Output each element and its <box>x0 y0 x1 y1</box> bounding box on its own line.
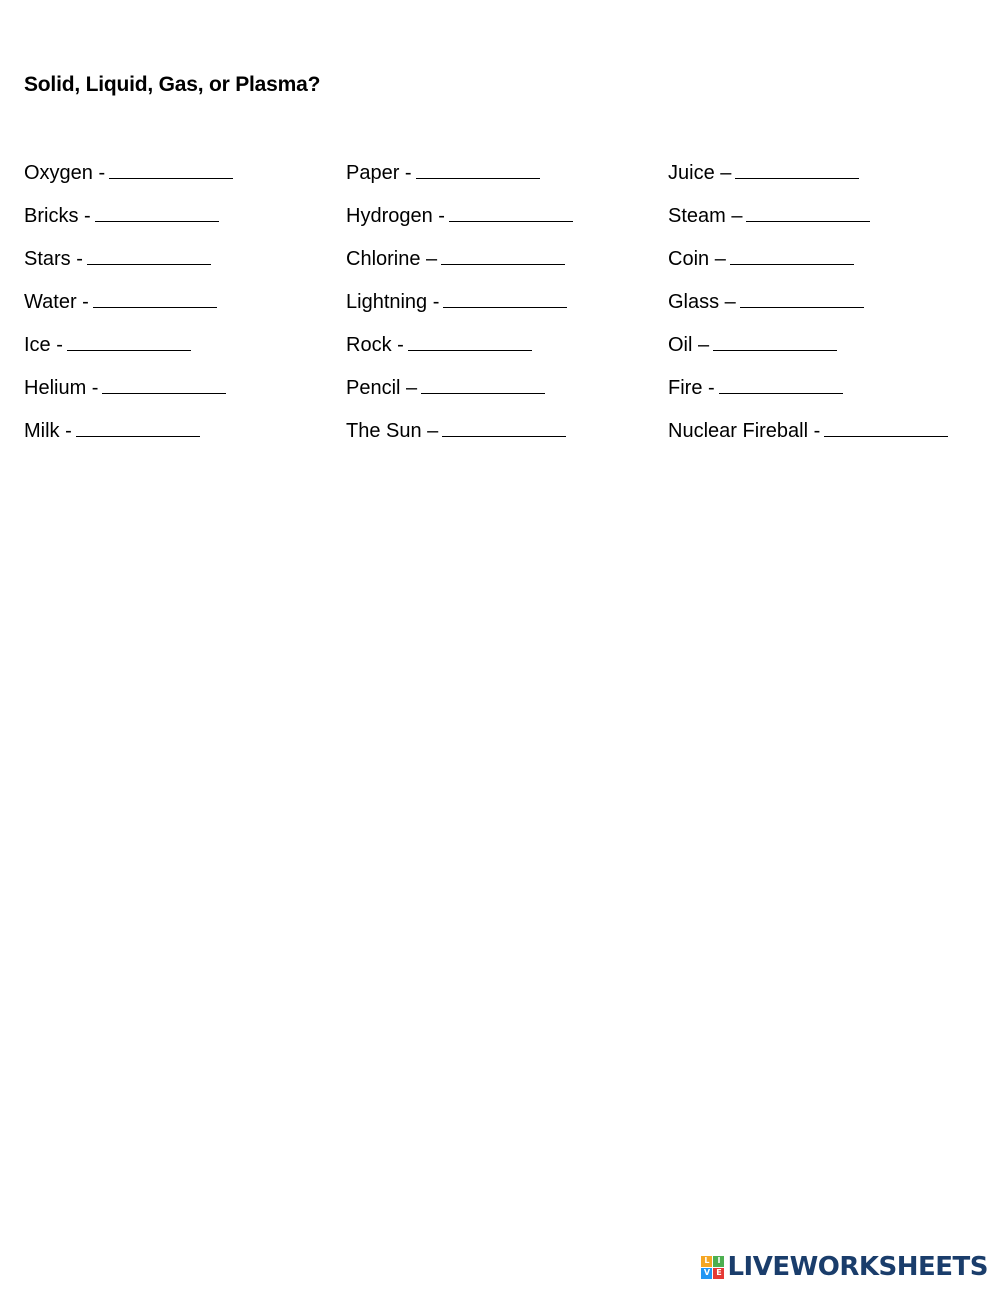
list-item <box>346 332 573 375</box>
logo-text: LIVEWORKSHEETS <box>727 1252 988 1282</box>
answer-blank[interactable] <box>719 375 843 394</box>
logo-mark-icon <box>701 1256 724 1279</box>
list-item <box>24 203 233 246</box>
answer-blank[interactable] <box>441 246 565 265</box>
answer-blank[interactable] <box>442 418 566 437</box>
list-item <box>346 375 573 418</box>
answer-blank[interactable] <box>109 160 233 179</box>
item-label: Nuclear Fireball - <box>668 420 821 442</box>
logo-mark-letter: V <box>701 1268 712 1279</box>
list-item <box>668 332 948 375</box>
answer-blank[interactable] <box>746 203 870 222</box>
list-item <box>346 246 573 289</box>
answer-blank[interactable] <box>102 375 226 394</box>
item-label: Oil – <box>668 334 710 356</box>
item-label: Helium - <box>24 377 99 399</box>
item-label: Milk - <box>24 420 72 442</box>
item-label: The Sun – <box>346 420 439 442</box>
column-2 <box>346 160 573 461</box>
item-label: Oxygen - <box>24 162 106 184</box>
column-1 <box>24 160 233 461</box>
list-item <box>668 160 948 203</box>
list-item <box>346 203 573 246</box>
answer-blank[interactable] <box>449 203 573 222</box>
answer-blank[interactable] <box>735 160 859 179</box>
item-label: Steam – <box>668 205 743 227</box>
answer-blank[interactable] <box>421 375 545 394</box>
list-item <box>24 289 233 332</box>
list-item <box>24 160 233 203</box>
item-label: Chlorine – <box>346 248 438 270</box>
item-label: Lightning - <box>346 291 440 313</box>
answer-blank[interactable] <box>408 332 532 351</box>
item-label: Hydrogen - <box>346 205 445 227</box>
answer-blank[interactable] <box>416 160 540 179</box>
item-label: Ice - <box>24 334 63 356</box>
answer-blank[interactable] <box>443 289 567 308</box>
item-label: Stars - <box>24 248 83 270</box>
list-item <box>24 418 233 461</box>
list-item <box>24 332 233 375</box>
list-item <box>668 289 948 332</box>
list-item <box>668 203 948 246</box>
item-label: Rock - <box>346 334 404 356</box>
item-label: Paper - <box>346 162 412 184</box>
worksheet-title: Solid, Liquid, Gas, or Plasma? <box>24 73 321 96</box>
answer-blank[interactable] <box>824 418 948 437</box>
list-item <box>668 246 948 289</box>
item-label: Water - <box>24 291 89 313</box>
answer-blank[interactable] <box>93 289 217 308</box>
list-item <box>668 418 948 461</box>
liveworksheets-logo[interactable] <box>701 1252 988 1282</box>
answer-blank[interactable] <box>87 246 211 265</box>
item-label: Bricks - <box>24 205 91 227</box>
column-3 <box>668 160 948 461</box>
logo-mark-letter: E <box>713 1268 724 1279</box>
answer-blank[interactable] <box>713 332 837 351</box>
list-item <box>24 246 233 289</box>
list-item <box>346 289 573 332</box>
item-label: Glass – <box>668 291 736 313</box>
list-item <box>668 375 948 418</box>
answer-blank[interactable] <box>67 332 191 351</box>
list-item <box>346 418 573 461</box>
item-label: Juice – <box>668 162 732 184</box>
item-label: Fire - <box>668 377 715 399</box>
item-label: Coin – <box>668 248 726 270</box>
list-item <box>24 375 233 418</box>
item-label: Pencil – <box>346 377 418 399</box>
answer-blank[interactable] <box>730 246 854 265</box>
answer-blank[interactable] <box>740 289 864 308</box>
answer-blank[interactable] <box>76 418 200 437</box>
list-item <box>346 160 573 203</box>
logo-mark-letter: I <box>713 1256 724 1267</box>
logo-mark-letter: L <box>701 1256 712 1267</box>
answer-blank[interactable] <box>95 203 219 222</box>
